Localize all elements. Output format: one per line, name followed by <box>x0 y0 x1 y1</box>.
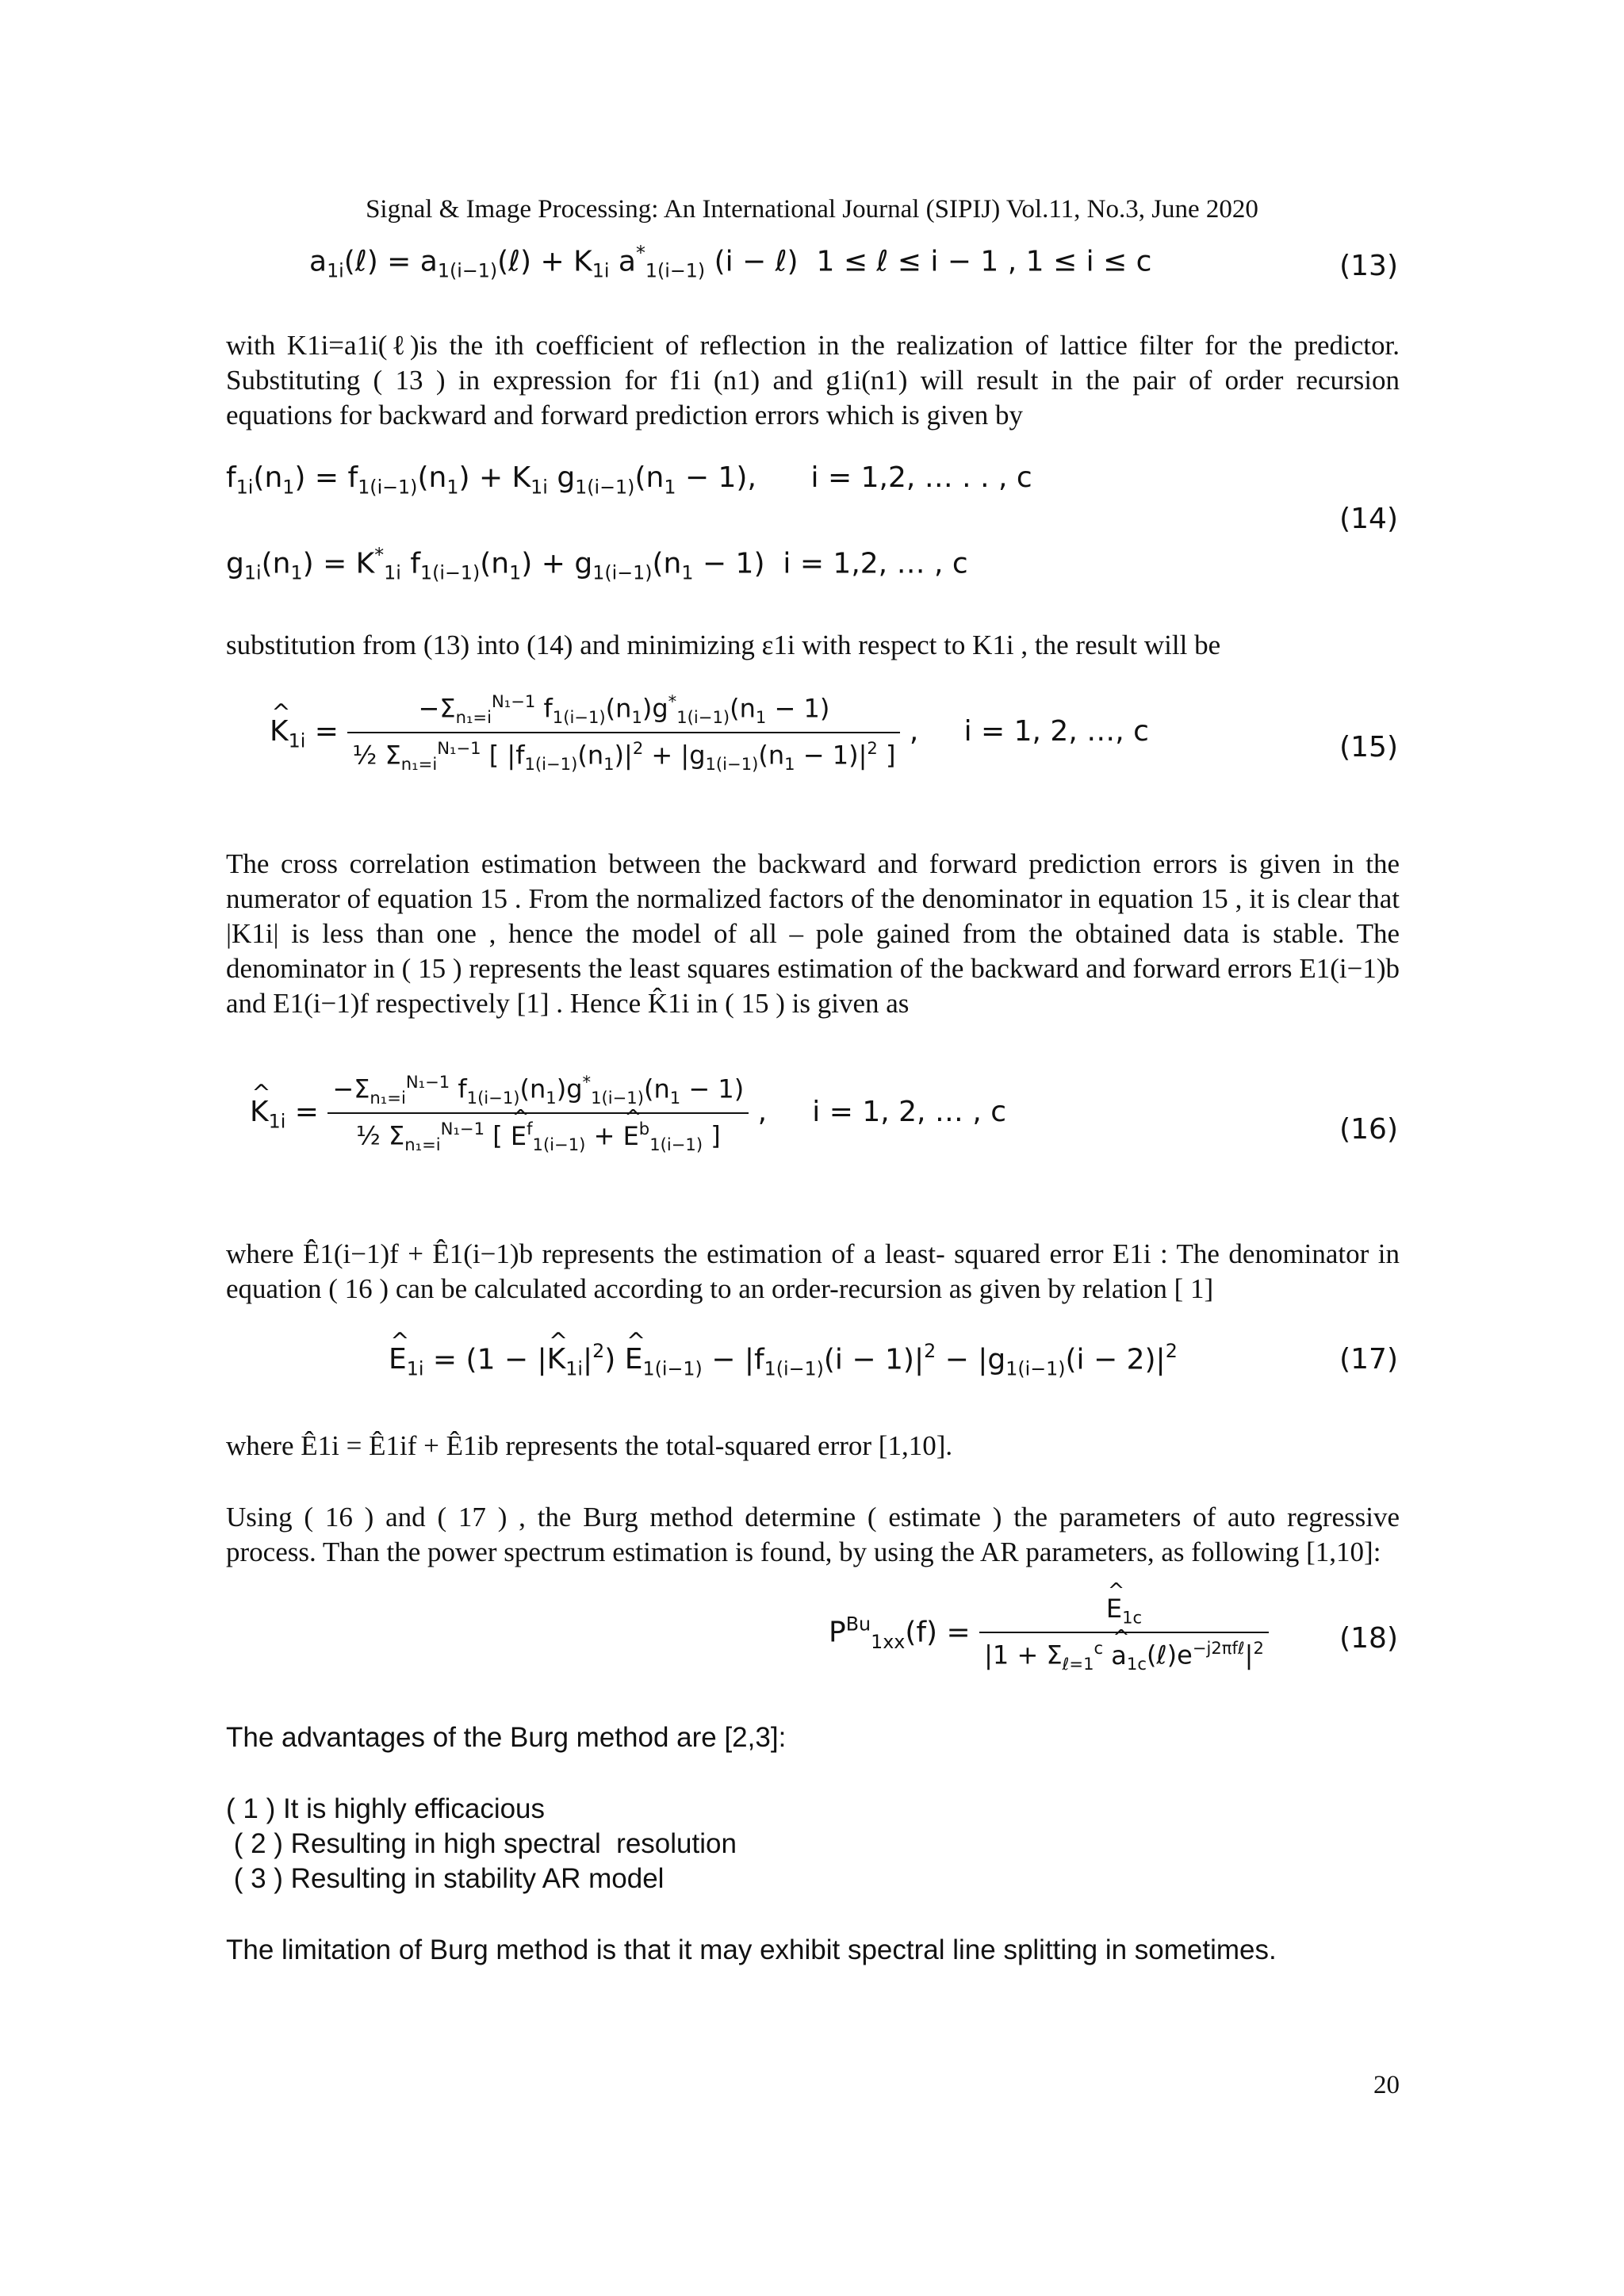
equation-15-range: i = 1, 2, …, c <box>963 715 1149 748</box>
equation-16 <box>226 1072 1400 1199</box>
equation-13 <box>226 242 1400 305</box>
list-item: ( 1 ) It is highly efficacious <box>226 1793 546 1824</box>
equation-14a-body: $f_{1i}(n_1) = f_{1(i-1)}(n_1) + K_{1i}$ $g_{1(i-1)}(n_1 - 1)$, i = 1,2, … . . , c <box>226 461 1032 499</box>
paragraph-2: substitution from (13) into (14) and minimizing ε1i with respect to K1i , the result will be <box>226 629 1221 660</box>
equation-15-number: (15) <box>1339 731 1398 763</box>
equation-15 <box>226 691 1400 818</box>
paragraph-6: Using ( 16 ) and ( 17 ) , the Burg method determine ( estimate ) the parameters of auto regressive process. Than the power spectrum estimation is found, by using the AR parameters, as following [1,10]: <box>226 1502 1400 1567</box>
list-item: ( 2 ) Resulting in high spectral resolution <box>226 1828 737 1859</box>
advantages-list <box>226 1792 1400 1896</box>
equation-16-body: ^ $K_{1i}$ = $\frac{-\Sigma_{n_1=i}^{N_1-1} f_{1(i-1)}(n_1)g^*_{1(i-1)}(n_1 - 1)}{\frac{1}{2} \Sigma_{n_1=i}^{N_1-1} [ \^{} E^f_{1(i-1)} + \^{} E^b_{1(i-1)} ]}$ , i = 1, 2, … , c <box>250 1072 1006 1154</box>
paragraph-4: where Ê1(i−1)f + Ê1(i−1)b represents the estimation of a least- squared error E1i : The denominator in equation ( 16 ) can be calculated according to an order-recursion as given by relation [ 1] <box>226 1238 1400 1304</box>
page-number: 20 <box>1373 2071 1400 2099</box>
equation-14a-range: i = 1,2, … . . , c <box>810 461 1032 494</box>
journal-header: Signal & Image Processing: An International Journal (SIPIJ) Vol.11, No.3, June 2020 <box>366 195 1258 224</box>
list-item: ( 3 ) Resulting in stability AR model <box>226 1863 665 1894</box>
paragraph-1: with K1i=a1i(ℓ)is the ith coefficient of reflection in the realization of lattice filter for the predictor. Substituting ( 13 ) in expression for f1i (n1) and g1i(n1) will result in the pair of order recursion equations for backward and forward prediction errors which is given by <box>226 330 1400 430</box>
paragraph-3: The cross correlation estimation between the backward and forward prediction errors is given in the numerator of equation 15 . From the normalized factors of the denominator in equation 15 , it is clear that |K1i| is less than one , hence the model of all – pole gained from the obtained data is stable. The denominator in ( 15 ) represents the least squares estimation of the backward and forward errors E1(i−1)b and E1(i−1)f respectively [1] . Hence K̂1i in ( 15 ) is given as <box>226 848 1400 1019</box>
equation-17-body: ^ $E_{1i} = (1$ − |^ $K_{1i}|^2$) ^ $E_{1(i-1)} - |f_{1(i-1)}(i - 1)|^2 - |g_{1(i-1)}(i - 2)|^2$ <box>389 1340 1178 1380</box>
equation-14b-range: i = 1,2, … , c <box>783 547 968 580</box>
equation-18-body: $P^{Bu}_{1xx}(f)$ = ^ $\frac{E_{1c}}{|1 + \Sigma_{\ell=1}^c \^{} a_{1c}(\ell)e^{-j2\pi f\ell}|^2}$ <box>829 1594 1269 1674</box>
paragraph-8: The limitation of Burg method is that it may exhibit spectral line splitting in sometimes. <box>226 1934 1277 1965</box>
equation-18-number: (18) <box>1339 1622 1398 1655</box>
equation-17 <box>226 1340 1400 1403</box>
equation-15-body: ^ $K_{1i}$ = $\frac{-\Sigma_{n_1=i}^{N_1-1} f_{1(i-1)}(n_1)g^*_{1(i-1)}(n_1 - 1)}{\frac{1}{2} \Sigma_{n_1=i}^{N_1-1} [ |f_{1(i-1)}(n_1)|^2 + |g_{1(i-1)}(n_1 - 1)|^2 ]}$ , i = 1, 2, …, c <box>270 691 1149 774</box>
equation-13-body: $a_{1i}(\ell)$ = $a_{1(i-1)}(\ell) + K_{1i}$ $a^*_{1(i-1)}$ (i − ℓ) 1 ≤ ℓ ≤ i − 1 , 1 ≤ i ≤ c <box>309 242 1152 282</box>
paragraph-7: The advantages of the Burg method are [2,3]: <box>226 1722 787 1753</box>
equation-14-number: (14) <box>1339 503 1398 535</box>
equation-16-range: i = 1, 2, … , c <box>812 1096 1007 1129</box>
equation-17-number: (17) <box>1339 1343 1398 1376</box>
equation-14b-body: $g_{1i}(n_1) = K^*_{1i}$ $f_{1(i-1)}(n_1) + g_{1(i-1)}(n_1 - 1) i = 1,2$, … , c <box>226 544 968 584</box>
paragraph-5: where Ê1i = Ê1if + Ê1ib represents the total-squared error [1,10]. <box>226 1430 953 1461</box>
equation-13-number: (13) <box>1339 250 1398 282</box>
equation-14 <box>226 461 1400 588</box>
equation-16-number: (16) <box>1339 1113 1398 1146</box>
equation-13-range: 1 ≤ ℓ ≤ i − 1 , 1 ≤ i ≤ c <box>816 245 1152 278</box>
equation-18 <box>226 1594 1400 1697</box>
